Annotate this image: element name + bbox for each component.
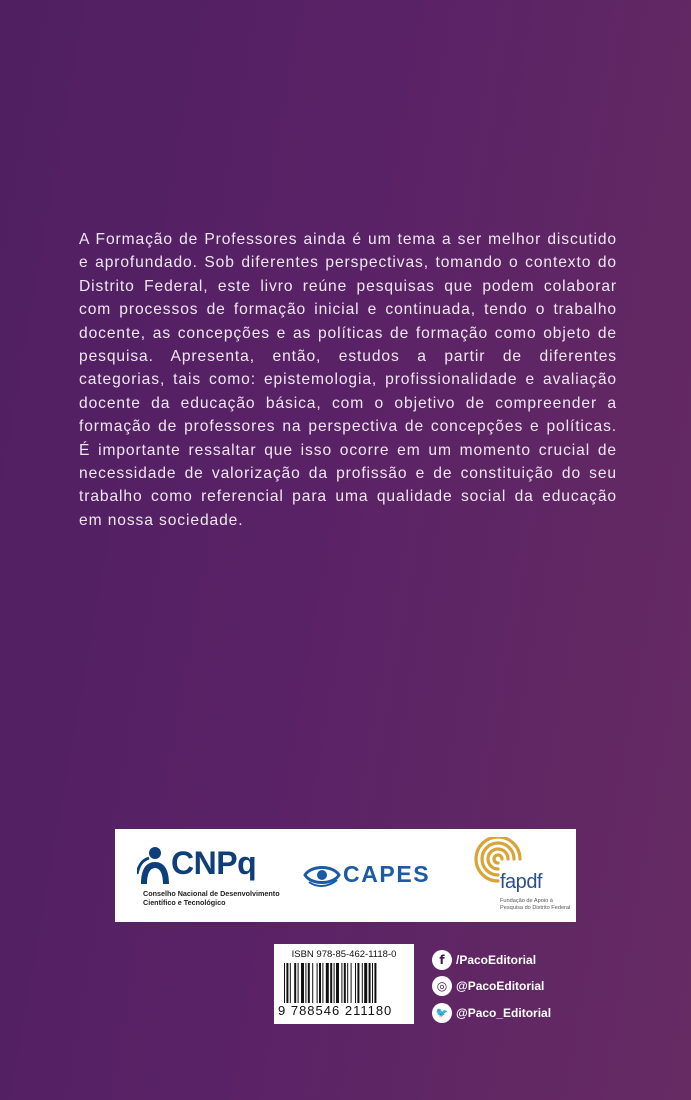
- capes-eye-icon: [303, 862, 341, 888]
- barcode-icon: [284, 963, 408, 1003]
- cnpq-subtitle: [143, 889, 303, 907]
- cnpq-subtitle-line2: Científico e Tecnológico: [143, 898, 226, 907]
- back-cover-blurb: A Formação de Professores ainda é um tema a ser melhor discutido e aprofundado. Sob diferentes perspectivas, tomando o contexto do Distrito Federal, este livro reúne pesquisas que podem colaborar com processos de formação inicial e continuada, tendo o trabalho docente, as concepções e as políticas de formação como objeto de pesquisa. Apresenta, então, estudos a partir de diferentes categorias, tais como: epistemologia, profissionalidade e avaliação docente da educação básica, com o objetivo de compreender a formação de professores na perspectiva de concepções e políticas. É importante ressaltar que isso ocorre em um momento crucial de necessidade de valorização da profissão e de constituição do seu trabalho como referencial para uma qualidade social da educação em nossa sociedade.: [79, 231, 617, 529]
- isbn-digits: 9 788546 211180: [278, 1003, 393, 1018]
- cnpq-logo: [137, 841, 297, 911]
- twitter-handle: @Paco_Editorial: [456, 1006, 552, 1020]
- facebook-icon: f: [432, 950, 452, 970]
- capes-logo: [301, 859, 441, 891]
- instagram-icon: ◎: [432, 976, 452, 996]
- capes-wordmark: CAPES: [343, 861, 431, 887]
- social-facebook[interactable]: [432, 949, 536, 971]
- fapdf-subtitle: [500, 898, 580, 912]
- fapdf-subtitle-line2: Pesquisa do Distrito Federal: [500, 905, 571, 911]
- fapdf-subtitle-line1: Fundação de Apoio à: [500, 898, 553, 904]
- twitter-icon: 🐦: [432, 1003, 452, 1023]
- isbn-barcode-box: [274, 944, 414, 1024]
- instagram-handle: @PacoEditorial: [456, 979, 545, 993]
- fapdf-wordmark-fap: fap: [500, 871, 527, 893]
- social-instagram[interactable]: [432, 975, 544, 997]
- fapdf-logo: [470, 837, 570, 917]
- sponsor-logo-bar: [115, 829, 576, 922]
- cnpq-wordmark: CNPq: [171, 845, 257, 881]
- isbn-label: ISBN 978-85-462-1118-0: [291, 949, 397, 960]
- cnpq-subtitle-line1: Conselho Nacional de Desenvolvimento: [143, 889, 280, 898]
- fapdf-wordmark-df: df: [526, 871, 542, 893]
- social-twitter[interactable]: [432, 1002, 551, 1024]
- fapdf-wordmark: [500, 871, 542, 894]
- facebook-handle: /PacoEditorial: [456, 953, 537, 967]
- cnpq-mark-icon: [137, 844, 173, 888]
